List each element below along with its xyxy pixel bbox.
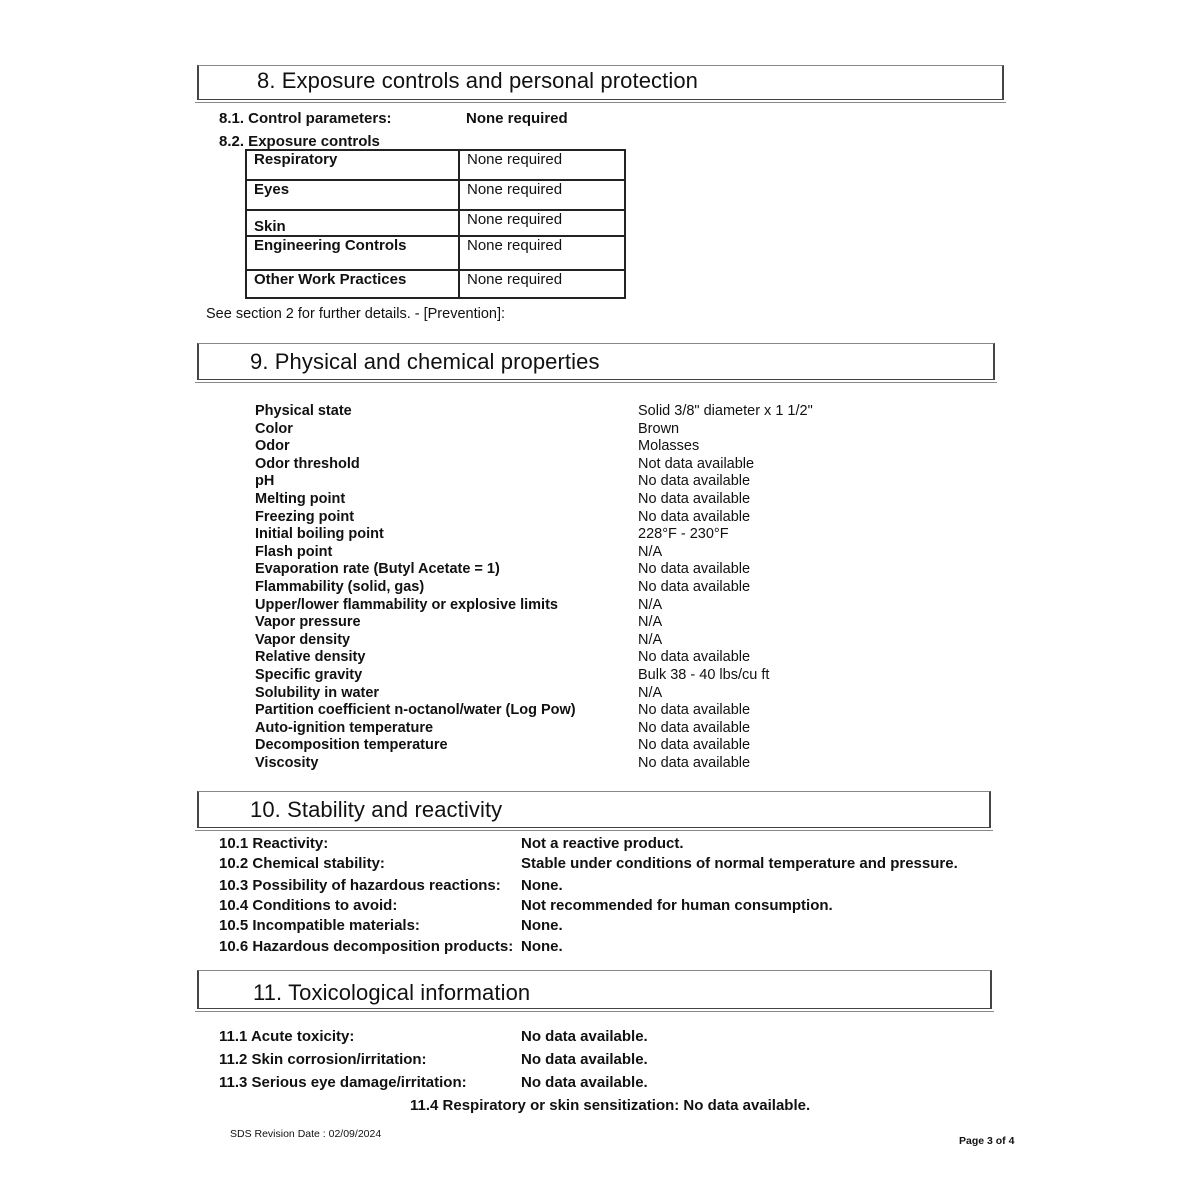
control-item: Eyes [246, 180, 459, 210]
property-name: Evaporation rate (Butyl Acetate = 1) [255, 561, 500, 578]
property-name: pH [255, 473, 275, 490]
section-8-note: See section 2 for further details. - [Prevention]: [206, 306, 506, 322]
property-value: N/A [638, 631, 663, 648]
property-name: Melting point [255, 490, 346, 507]
control-parameters-value: None required [466, 110, 568, 127]
property-name: Auto-ignition temperature [255, 719, 434, 736]
stability-value: Stable under conditions of normal temperature and pressure. [521, 855, 958, 872]
property-value: Brown [638, 420, 680, 437]
stability-label: 10.3 Possibility of hazardous reactions: [219, 877, 501, 894]
stability-label: 10.4 Conditions to avoid: [219, 897, 398, 914]
property-value: N/A [638, 614, 663, 631]
page-number: Page 3 of 4 [959, 1135, 1015, 1147]
property-name: Odor threshold [255, 455, 360, 472]
property-name: Color [255, 420, 293, 437]
control-item: Other Work Practices [246, 270, 459, 298]
property-name: Partition coefficient n-octanol/water (Log Pow) [255, 702, 576, 719]
table-row [246, 180, 625, 210]
table-row [246, 150, 625, 180]
property-value: Not data available [638, 455, 755, 472]
property-value: Bulk 38 - 40 lbs/cu ft [638, 666, 770, 683]
property-value: No data available [638, 702, 751, 719]
property-value: No data available [638, 490, 751, 507]
property-value: No data available [638, 508, 751, 525]
property-value: No data available [638, 719, 751, 736]
property-value: N/A [638, 684, 663, 701]
toxicology-label: 11.1 Acute toxicity: [219, 1028, 355, 1045]
property-value: 228°F - 230°F [638, 526, 729, 543]
property-name: Viscosity [255, 754, 319, 771]
property-name: Freezing point [255, 508, 355, 525]
property-name: Flammability (solid, gas) [255, 578, 425, 595]
section-8-title: 8. Exposure controls and personal protection [257, 68, 698, 93]
stability-value: Not a reactive product. [521, 835, 684, 852]
section-10-title: 10. Stability and reactivity [250, 797, 503, 822]
control-value: None required [459, 180, 625, 210]
section-9-title: 9. Physical and chemical properties [250, 349, 600, 374]
property-name: Odor [255, 438, 290, 455]
property-name: Specific gravity [255, 666, 363, 683]
stability-value: Not recommended for human consumption. [521, 897, 833, 914]
stability-label: 10.2 Chemical stability: [219, 855, 385, 872]
toxicology-value: No data available. [521, 1051, 648, 1068]
property-value: No data available [638, 754, 751, 771]
toxicology-value: No data available. [521, 1074, 648, 1091]
control-item: Skin [246, 210, 459, 236]
property-name: Flash point [255, 543, 333, 560]
property-name: Upper/lower flammability or explosive limits [255, 596, 558, 613]
control-value: None required [459, 236, 625, 270]
property-name: Relative density [255, 649, 366, 666]
toxicology-label: 11.3 Serious eye damage/irritation: [219, 1074, 467, 1091]
property-value: No data available [638, 578, 751, 595]
control-value: None required [459, 270, 625, 298]
toxicology-value: No data available. [521, 1028, 648, 1045]
property-value: No data available [638, 561, 751, 578]
property-value: No data available [638, 737, 751, 754]
toxicology-label: 11.2 Skin corrosion/irritation: [219, 1051, 427, 1068]
stability-label: 10.1 Reactivity: [219, 835, 329, 852]
section-11-title: 11. Toxicological information [253, 980, 531, 1005]
property-value: No data available [638, 649, 751, 666]
sensitization-line: 11.4 Respiratory or skin sensitization: No data available. [410, 1097, 811, 1114]
property-name: Vapor pressure [255, 614, 361, 631]
revision-date: SDS Revision Date : 02/09/2024 [230, 1128, 382, 1140]
property-name: Decomposition temperature [255, 737, 448, 754]
property-names [255, 403, 576, 772]
property-value: N/A [638, 543, 663, 560]
stability-value: None. [521, 917, 563, 934]
property-values [638, 403, 813, 772]
table-row [246, 270, 625, 298]
property-value: N/A [638, 596, 663, 613]
stability-label: 10.5 Incompatible materials: [219, 917, 420, 934]
control-value: None required [459, 150, 625, 180]
property-name: Solubility in water [255, 684, 380, 701]
stability-value: None. [521, 877, 563, 894]
property-name: Initial boiling point [255, 526, 384, 543]
stability-value: None. [521, 938, 563, 955]
table-row [246, 236, 625, 270]
exposure-controls-label: 8.2. Exposure controls [219, 133, 380, 150]
property-value: No data available [638, 473, 751, 490]
property-name: Physical state [255, 403, 352, 419]
control-value: None required [459, 210, 625, 236]
control-parameters-label: 8.1. Control parameters: [219, 110, 392, 127]
table-row [246, 210, 625, 236]
control-item: Respiratory [246, 150, 459, 180]
property-name: Vapor density [255, 631, 351, 648]
property-value: Molasses [638, 438, 700, 455]
property-value: Solid 3/8" diameter x 1 1/2" [638, 403, 813, 419]
control-item: Engineering Controls [246, 236, 459, 270]
stability-label: 10.6 Hazardous decomposition products: [219, 938, 514, 955]
exposure-controls-table [245, 149, 626, 299]
